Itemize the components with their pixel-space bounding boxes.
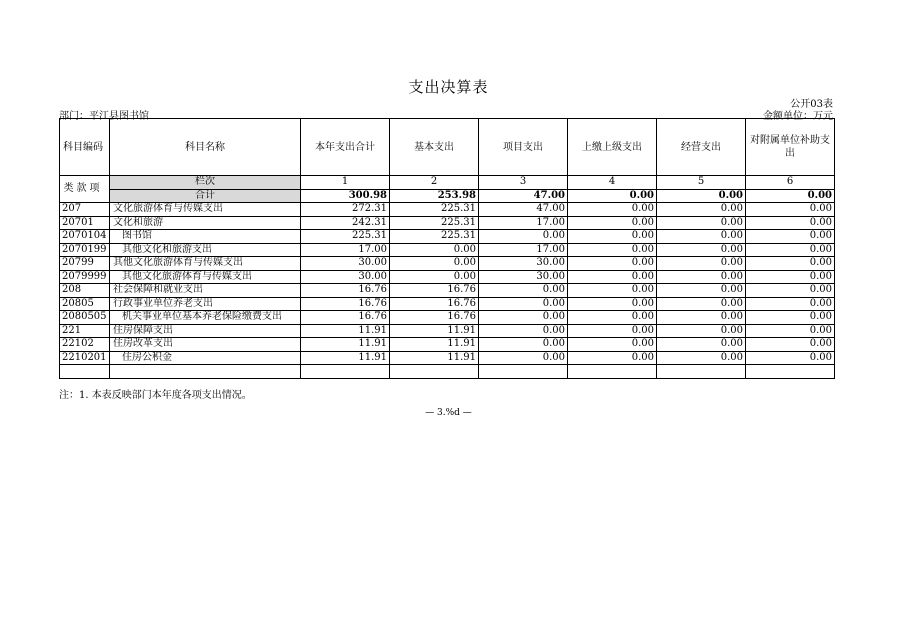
row-v6: 0.00 [746, 338, 835, 352]
row-name: 文化和旅游 [110, 216, 301, 230]
table-row [60, 338, 835, 352]
row-v2: 16.76 [390, 297, 479, 311]
row-v5: 0.00 [657, 230, 746, 244]
table-row [60, 270, 835, 284]
lanci-label: 栏次 [110, 176, 301, 190]
row-v4: 0.00 [568, 284, 657, 298]
row-v6: 0.00 [746, 230, 835, 244]
row-v4: 0.00 [568, 338, 657, 352]
row-code: 2070104 [60, 230, 110, 244]
header-subsidy: 对附属单位补助支出 [746, 119, 835, 176]
total-v5: 0.00 [657, 189, 746, 203]
table-row [60, 230, 835, 244]
row-v2: 16.76 [390, 311, 479, 325]
class-labels [60, 176, 110, 203]
row-v5: 0.00 [657, 311, 746, 325]
row-name: 住房保障支出 [110, 324, 301, 338]
label-lei: 类 [63, 183, 74, 194]
table-row [60, 311, 835, 325]
row-v2: 11.91 [390, 338, 479, 352]
table-row [60, 257, 835, 271]
row-name: 住房改革支出 [110, 338, 301, 352]
header-superior: 上缴上级支出 [568, 119, 657, 176]
row-v3: 0.00 [479, 311, 568, 325]
total-v2: 253.98 [390, 189, 479, 203]
row-code: 20701 [60, 216, 110, 230]
row-v4: 0.00 [568, 203, 657, 217]
table-row [60, 284, 835, 298]
row-v6: 0.00 [746, 324, 835, 338]
row-name: 行政事业单位养老支出 [110, 297, 301, 311]
row-v3: 47.00 [479, 203, 568, 217]
row-v4: 0.00 [568, 230, 657, 244]
row-v2: 225.31 [390, 203, 479, 217]
row-name: 其他文化和旅游支出 [110, 243, 301, 257]
total-v1: 300.98 [301, 189, 390, 203]
row-v2: 0.00 [390, 257, 479, 271]
row-v1: 11.91 [301, 338, 390, 352]
header-business: 经营支出 [657, 119, 746, 176]
row-v6: 0.00 [746, 270, 835, 284]
row-code: 207 [60, 203, 110, 217]
col-index-1: 1 [301, 176, 390, 190]
row-v1: 242.31 [301, 216, 390, 230]
header-row [60, 119, 835, 176]
row-v2: 11.91 [390, 324, 479, 338]
row-code: 2079999 [60, 270, 110, 284]
row-v1: 16.76 [301, 284, 390, 298]
row-v3: 17.00 [479, 216, 568, 230]
row-v1: 225.31 [301, 230, 390, 244]
page-title: 支出决算表 [408, 78, 489, 96]
row-v3: 17.00 [479, 243, 568, 257]
row-v3: 30.00 [479, 257, 568, 271]
row-v1: 16.76 [301, 311, 390, 325]
label-kuan: 款 [76, 183, 87, 194]
row-v4: 0.00 [568, 311, 657, 325]
row-v5: 0.00 [657, 351, 746, 365]
header-code: 科目编码 [60, 119, 110, 176]
header-name: 科目名称 [110, 119, 301, 176]
row-v4: 0.00 [568, 351, 657, 365]
row-v4: 0.00 [568, 324, 657, 338]
row-v2: 225.31 [390, 230, 479, 244]
row-v6: 0.00 [746, 284, 835, 298]
row-code: 2070199 [60, 243, 110, 257]
row-v3: 0.00 [479, 297, 568, 311]
row-name: 图书馆 [110, 230, 301, 244]
row-v5: 0.00 [657, 324, 746, 338]
row-v4: 0.00 [568, 216, 657, 230]
row-v5: 0.00 [657, 297, 746, 311]
row-name: 住房公积金 [110, 351, 301, 365]
expenditure-table [59, 118, 835, 379]
row-v4: 0.00 [568, 270, 657, 284]
unit-label: 金额单位：万元 [763, 111, 833, 122]
table-row [60, 324, 835, 338]
total-v6: 0.00 [746, 189, 835, 203]
row-v3: 0.00 [479, 351, 568, 365]
row-v3: 0.00 [479, 324, 568, 338]
row-v3: 0.00 [479, 230, 568, 244]
row-v6: 0.00 [746, 297, 835, 311]
label-xiang: 项 [89, 183, 100, 194]
row-code: 221 [60, 324, 110, 338]
form-number: 公开03表 [790, 99, 833, 110]
row-v2: 16.76 [390, 284, 479, 298]
row-v6: 0.00 [746, 311, 835, 325]
row-name: 社会保障和就业支出 [110, 284, 301, 298]
row-v1: 30.00 [301, 257, 390, 271]
department-label: 部门：平江县图书馆 [59, 111, 149, 122]
table-row [60, 243, 835, 257]
row-v3: 30.00 [479, 270, 568, 284]
row-v6: 0.00 [746, 257, 835, 271]
header-basic: 基本支出 [390, 119, 479, 176]
row-v1: 11.91 [301, 324, 390, 338]
total-row [60, 189, 835, 203]
row-v3: 0.00 [479, 338, 568, 352]
row-v2: 225.31 [390, 216, 479, 230]
row-code: 22102 [60, 338, 110, 352]
row-code: 2080505 [60, 311, 110, 325]
row-v4: 0.00 [568, 243, 657, 257]
row-v2: 0.00 [390, 270, 479, 284]
total-v3: 47.00 [479, 189, 568, 203]
row-v5: 0.00 [657, 338, 746, 352]
row-v5: 0.00 [657, 203, 746, 217]
row-v6: 0.00 [746, 203, 835, 217]
row-v5: 0.00 [657, 257, 746, 271]
row-v5: 0.00 [657, 216, 746, 230]
row-name: 其他文化旅游体育与传媒支出 [110, 257, 301, 271]
table-row [60, 351, 835, 365]
empty-row [60, 365, 835, 379]
row-v4: 0.00 [568, 297, 657, 311]
table-row [60, 297, 835, 311]
row-v3: 0.00 [479, 284, 568, 298]
col-index-3: 3 [479, 176, 568, 190]
table-row [60, 216, 835, 230]
row-name: 其他文化旅游体育与传媒支出 [110, 270, 301, 284]
col-index-2: 2 [390, 176, 479, 190]
col-index-4: 4 [568, 176, 657, 190]
row-v6: 0.00 [746, 216, 835, 230]
header-project: 项目支出 [479, 119, 568, 176]
row-v2: 11.91 [390, 351, 479, 365]
col-index-6: 6 [746, 176, 835, 190]
col-index-5: 5 [657, 176, 746, 190]
row-code: 208 [60, 284, 110, 298]
table-note: 注：1. 本表反映部门本年度各项支出情况。 [59, 390, 252, 401]
row-v4: 0.00 [568, 257, 657, 271]
row-v6: 0.00 [746, 351, 835, 365]
row-code: 20799 [60, 257, 110, 271]
total-v4: 0.00 [568, 189, 657, 203]
row-v1: 11.91 [301, 351, 390, 365]
row-name: 机关事业单位基本养老保险缴费支出 [110, 311, 301, 325]
page-number: — 3.%d — [425, 408, 472, 418]
row-v1: 30.00 [301, 270, 390, 284]
row-name: 文化旅游体育与传媒支出 [110, 203, 301, 217]
column-index-row [60, 176, 835, 190]
total-label: 合计 [110, 189, 301, 203]
header-total: 本年支出合计 [301, 119, 390, 176]
row-v5: 0.00 [657, 284, 746, 298]
row-v1: 17.00 [301, 243, 390, 257]
row-v1: 16.76 [301, 297, 390, 311]
row-v5: 0.00 [657, 243, 746, 257]
row-v1: 272.31 [301, 203, 390, 217]
row-code: 2210201 [60, 351, 110, 365]
row-v6: 0.00 [746, 243, 835, 257]
row-v2: 0.00 [390, 243, 479, 257]
row-v5: 0.00 [657, 270, 746, 284]
table-row [60, 203, 835, 217]
row-code: 20805 [60, 297, 110, 311]
